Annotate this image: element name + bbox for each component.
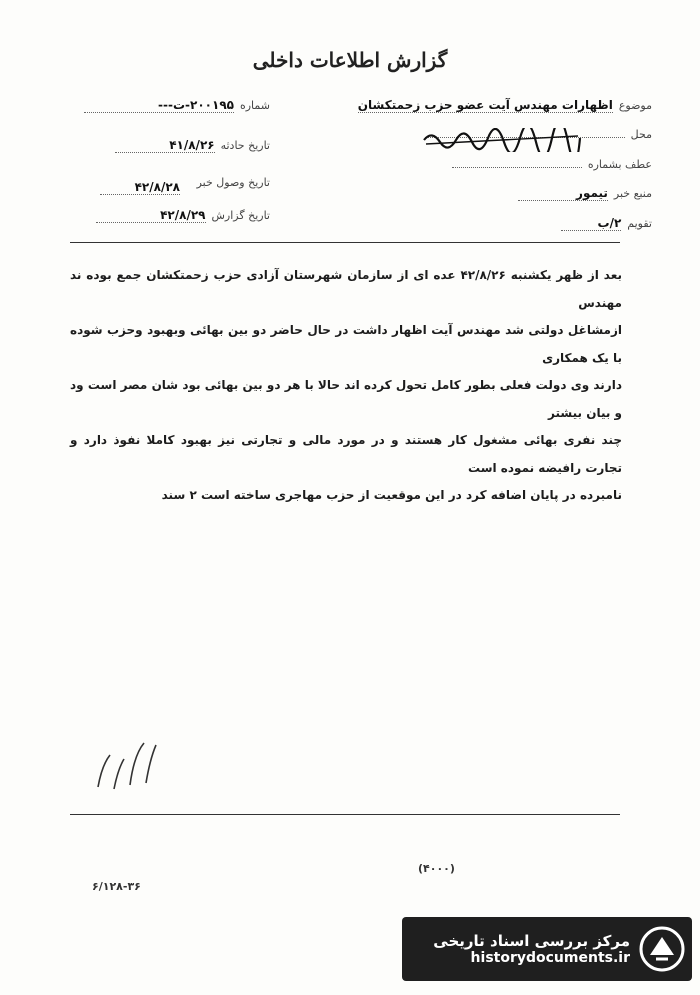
receipt-date-field [197, 176, 270, 189]
subject-value: اظهارات مهندس آیت عضو حزب زحمتکشان [357, 98, 613, 112]
source-label: منبع خبر [613, 187, 652, 200]
strikeout-scribble [422, 128, 582, 152]
body-line: ازمشاغل دولتی شد مهندس آیت اظهار داشت در حال حاضر دو بین بهائی وبهبود وحزب شوده با یک همکاری [70, 323, 622, 365]
evaluation-field [561, 216, 652, 231]
source-field [518, 186, 652, 201]
archive-watermark [402, 917, 692, 981]
body-line: دارند وی دولت فعلی بطور کامل تحول کرده اند حالا با هر دو بین بهائی بود شان مصر است ود و بیان بیشتر [70, 378, 622, 420]
subject-field [358, 98, 652, 113]
watermark-text [433, 932, 630, 966]
receipt-date-value: ۴۲/۸/۲۸ [100, 180, 180, 195]
watermark-name: مرکز بررسی اسناد تاریخی [433, 932, 630, 950]
footer-divider [70, 814, 620, 815]
number-field [84, 98, 270, 113]
archive-logo-icon [638, 925, 686, 973]
report-date-label: تاریخ گزارش [211, 209, 270, 222]
document-title: گزارش اطلاعات داخلی [252, 48, 448, 72]
receipt-date-label: تاریخ وصول خبر [196, 176, 270, 189]
attachment-label: عطف بشماره [587, 158, 652, 171]
report-date-value: ۴۲/۸/۲۹ [96, 208, 206, 223]
footer-center-ref: (۴۰۰۰) [418, 862, 455, 875]
subject-label: موضوع [618, 99, 652, 112]
number-label: شماره [239, 99, 270, 112]
watermark-site: historydocuments.ir [470, 950, 630, 966]
report-date-field [96, 208, 271, 223]
evaluation-value: ۲/ب [561, 216, 621, 231]
attachment-value [452, 167, 582, 168]
source-value: تیمور [518, 186, 608, 201]
location-label: محل [630, 128, 652, 141]
incident-date-field [115, 138, 270, 153]
handwritten-initials [90, 735, 170, 795]
incident-date-value: ۴۱/۸/۲۶ [115, 138, 215, 153]
incident-date-label: تاریخ حادثه [220, 139, 270, 152]
number-value: ۲۰۰۱۹۵-ت--- [84, 98, 234, 113]
footer-left-ref: ۶/۱۲۸-۳۶ [92, 880, 141, 893]
body-line: چند نفری بهائی مشغول کار هستند و در مورد مالی و تجارتی نیز بهبود کاملا نفوذ دارد و تجارت رافیضه نموده است [70, 433, 622, 475]
report-body [70, 262, 622, 510]
evaluation-label: تقویم [627, 217, 652, 230]
receipt-date-value-row [100, 180, 180, 195]
attachment-field [452, 158, 652, 171]
body-line: نامبرده در پایان اضافه کرد در این موقعیت از حزب مهاجری ساخته است ۲ سند [161, 488, 622, 502]
header-divider [70, 242, 620, 243]
body-line: بعد از ظهر یکشنبه ۴۲/۸/۲۶ عده ای از سازمان شهرستان آزادی حزب زحمتکشان جمع بوده ند مهندس [70, 268, 622, 310]
